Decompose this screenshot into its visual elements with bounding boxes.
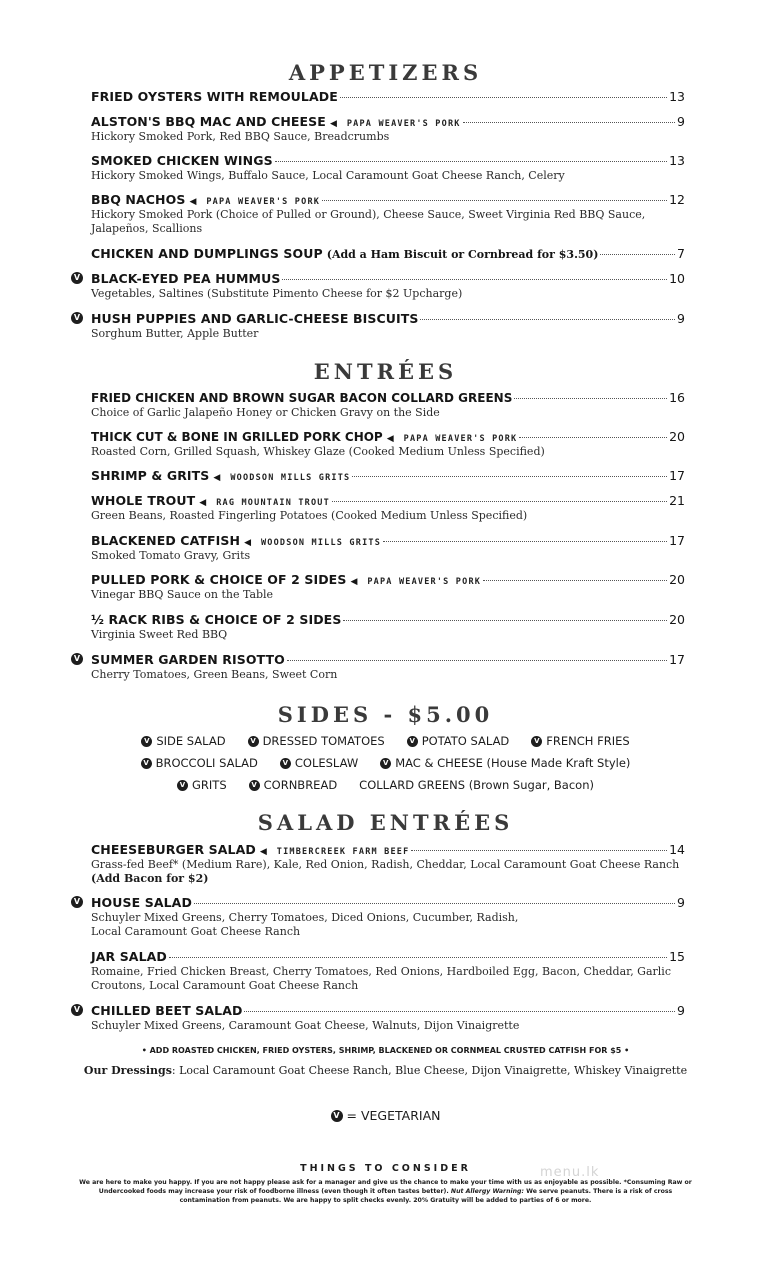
item-name: JAR SALAD xyxy=(91,949,167,964)
legend-text: = VEGETARIAN xyxy=(346,1108,441,1123)
item-source: PAPA WEAVER'S PORK xyxy=(367,577,482,587)
leader-dots xyxy=(244,1011,675,1012)
vegetarian-icon: V xyxy=(380,758,391,769)
item-description: Vegetables, Saltines (Substitute Pimento Cheese for $2 Upcharge) xyxy=(91,287,463,300)
vegetarian-icon: V xyxy=(407,736,418,747)
policy-text: We are here to make you happy. If you are not happy please ask for a manager and give us the chance to make your time with us as enjoyable as possible. *Consuming Raw or Undercooked foods may increase your risk of foodborne illness (even though it often tastes better). xyxy=(79,1179,692,1195)
item-price: 15 xyxy=(669,949,685,964)
leader-dots xyxy=(343,620,667,621)
side-label: COLLARD GREENS (Brown Sugar, Bacon) xyxy=(359,778,594,792)
vegetarian-icon: V xyxy=(71,272,83,284)
leader-dots xyxy=(332,501,667,502)
side-item xyxy=(141,756,258,770)
item-price: 10 xyxy=(669,271,685,286)
leader-dots xyxy=(514,398,667,399)
item-source: WOODSON MILLS GRITS xyxy=(230,473,351,483)
item-name: CHEESEBURGER SALAD xyxy=(91,842,256,857)
item-name: WHOLE TROUT xyxy=(91,493,196,508)
arrow-icon: ◀ xyxy=(259,847,267,857)
menu-item xyxy=(91,949,685,993)
dressings-label: Our Dressings xyxy=(83,1064,172,1077)
item-price: 17 xyxy=(669,652,685,667)
leader-dots xyxy=(600,254,675,255)
leader-dots xyxy=(287,660,667,661)
side-item xyxy=(141,734,225,748)
sides-title: SIDES - $5.00 xyxy=(277,702,494,727)
side-item xyxy=(177,778,227,792)
item-description: Choice of Garlic Jalapeño Honey or Chicken Gravy on the Side xyxy=(91,406,440,419)
vegetarian-icon: V xyxy=(249,780,260,791)
arrow-icon: ◀ xyxy=(189,197,197,207)
item-price: 17 xyxy=(669,533,685,548)
leader-dots xyxy=(519,437,667,438)
leader-dots xyxy=(282,279,667,280)
side-label: MAC & CHEESE (House Made Kraft Style) xyxy=(395,756,631,770)
side-item xyxy=(531,734,629,748)
item-source: TIMBERCREEK FARM BEEF xyxy=(276,847,410,857)
item-name: BLACKENED CATFISH xyxy=(91,533,241,548)
vegetarian-icon: V xyxy=(71,896,83,908)
watermark: menu.lk xyxy=(540,1165,600,1180)
menu-item xyxy=(73,311,685,341)
item-source: PAPA WEAVER'S PORK xyxy=(206,197,321,207)
item-price: 9 xyxy=(677,114,685,129)
menu-item xyxy=(91,429,685,459)
arrow-icon: ◀ xyxy=(213,473,221,483)
leader-dots xyxy=(463,122,675,123)
item-name: BBQ NACHOS xyxy=(91,192,186,207)
item-name: SUMMER GARDEN RISOTTO xyxy=(91,652,285,667)
leader-dots xyxy=(194,903,675,904)
item-description: Sorghum Butter, Apple Butter xyxy=(91,327,259,340)
item-description: Grass-fed Beef* (Medium Rare), Kale, Red Onion, Radish, Cheddar, Local Caramount Goat Cheese Ranch xyxy=(91,858,680,871)
side-item xyxy=(280,756,358,770)
item-price: 7 xyxy=(677,246,685,261)
sides-row xyxy=(0,778,771,792)
item-addon-note: (Add Bacon for $2) xyxy=(91,872,209,885)
side-item xyxy=(380,756,630,770)
menu-item xyxy=(91,572,685,602)
leader-dots xyxy=(420,319,675,320)
item-price: 17 xyxy=(669,468,685,483)
item-description: Hickory Smoked Wings, Buffalo Sauce, Local Caramount Goat Cheese Ranch, Celery xyxy=(91,169,565,182)
item-source: RAG MOUNTAIN TROUT xyxy=(216,498,330,508)
policy-text: We serve peanuts. There is a risk of cross contamination from peanuts. We are happy to split checks evenly. 20% Gratuity will be added to parties of 6 or more. xyxy=(179,1188,673,1204)
side-label: CORNBREAD xyxy=(263,778,338,792)
item-description: Smoked Tomato Gravy, Grits xyxy=(91,549,251,562)
menu-item xyxy=(91,390,685,420)
item-description: Schuyler Mixed Greens, Cherry Tomatoes, Diced Onions, Cucumber, Radish, xyxy=(91,911,519,924)
leader-dots xyxy=(483,580,667,581)
leader-dots xyxy=(322,200,667,201)
protein-addons-note: • ADD ROASTED CHICKEN, FRIED OYSTERS, SHRIMP, BLACKENED OR CORNMEAL CRUSTED CATFISH FOR $5 • xyxy=(141,1046,630,1055)
item-name: FRIED OYSTERS WITH REMOULADE xyxy=(91,89,338,104)
menu-item xyxy=(73,652,685,682)
sides-row xyxy=(0,734,771,748)
item-price: 21 xyxy=(669,493,685,508)
menu-item xyxy=(91,842,685,886)
arrow-icon: ◀ xyxy=(386,434,394,444)
dressings-line xyxy=(0,1064,771,1077)
things-to-consider-title: THINGS TO CONSIDER xyxy=(300,1163,471,1174)
item-price: 9 xyxy=(677,895,685,910)
item-name: HUSH PUPPIES AND GARLIC-CHEESE BISCUITS xyxy=(91,311,419,326)
sides-row xyxy=(0,756,771,770)
item-description: Roasted Corn, Grilled Squash, Whiskey Glaze (Cooked Medium Unless Specified) xyxy=(91,445,545,458)
vegetarian-icon: V xyxy=(280,758,291,769)
item-description: Cherry Tomatoes, Green Beans, Sweet Corn xyxy=(91,668,338,681)
dressings-list: : Local Caramount Goat Cheese Ranch, Blue Cheese, Dijon Vinaigrette, Whiskey Vinaigrette xyxy=(171,1064,688,1077)
arrow-icon: ◀ xyxy=(244,538,251,548)
leader-dots xyxy=(383,541,667,542)
item-name: SHRIMP & GRITS xyxy=(91,468,210,483)
leader-dots xyxy=(169,957,667,958)
item-description: Croutons, Local Caramount Goat Cheese Ranch xyxy=(91,979,359,992)
item-description: Romaine, Fried Chicken Breast, Cherry Tomatoes, Red Onions, Hardboiled Egg, Bacon, Cheddar, Garlic xyxy=(91,965,671,978)
vegetarian-icon: V xyxy=(331,1110,343,1122)
vegetarian-icon: V xyxy=(71,653,83,665)
menu-item xyxy=(91,493,685,523)
menu-item xyxy=(73,895,685,939)
menu-item xyxy=(73,1003,685,1033)
arrow-icon: ◀ xyxy=(199,498,207,508)
item-price: 20 xyxy=(669,429,685,444)
side-item xyxy=(359,778,594,792)
item-description: Hickory Smoked Pork (Choice of Pulled or Ground), Cheese Sauce, Sweet Virginia Red BBQ Sauce, xyxy=(91,208,646,221)
menu-item xyxy=(91,468,685,484)
side-label: DRESSED TOMATOES xyxy=(262,734,385,748)
item-price: 16 xyxy=(669,390,685,405)
item-name: PULLED PORK & CHOICE OF 2 SIDES xyxy=(91,572,347,587)
arrow-icon: ◀ xyxy=(350,577,358,587)
vegetarian-icon: V xyxy=(531,736,542,747)
item-description: Local Caramount Goat Cheese Ranch xyxy=(91,925,301,938)
arrow-icon: ◀ xyxy=(329,119,337,129)
item-price: 20 xyxy=(669,612,685,627)
item-source: PAPA WEAVER'S PORK xyxy=(346,119,461,129)
item-price: 13 xyxy=(669,89,685,104)
item-description: Vinegar BBQ Sauce on the Table xyxy=(91,588,274,601)
item-name: FRIED CHICKEN AND BROWN SUGAR BACON COLLARD GREENS xyxy=(91,391,513,405)
appetizers-title: APPETIZERS xyxy=(288,60,483,85)
side-label: SIDE SALAD xyxy=(156,734,226,748)
side-item xyxy=(407,734,510,748)
vegetarian-icon: V xyxy=(177,780,188,791)
menu-item xyxy=(91,153,685,183)
vegetarian-icon: V xyxy=(71,312,83,324)
item-name: SMOKED CHICKEN WINGS xyxy=(91,153,273,168)
leader-dots xyxy=(275,161,667,162)
leader-dots xyxy=(411,850,667,851)
item-note: (Add a Ham Biscuit or Cornbread for $3.50) xyxy=(326,248,599,261)
item-name: BLACK-EYED PEA HUMMUS xyxy=(91,271,281,286)
side-item xyxy=(249,778,338,792)
salad-entrees-title: SALAD ENTRÉES xyxy=(257,810,514,835)
side-label: FRENCH FRIES xyxy=(546,734,630,748)
side-label: POTATO SALAD xyxy=(421,734,510,748)
things-to-consider-text xyxy=(78,1178,693,1205)
menu-item xyxy=(91,246,685,262)
item-price: 9 xyxy=(677,1003,685,1018)
side-item xyxy=(248,734,385,748)
item-price: 13 xyxy=(669,153,685,168)
item-name: CHICKEN AND DUMPLINGS SOUP xyxy=(91,246,323,261)
menu-item xyxy=(91,612,685,642)
vegetarian-icon: V xyxy=(141,736,152,747)
allergy-label: Nut Allergy Warning: xyxy=(450,1188,524,1195)
menu-item xyxy=(73,271,685,301)
side-label: GRITS xyxy=(192,778,227,792)
item-name: THICK CUT & BONE IN GRILLED PORK CHOP xyxy=(91,430,383,444)
item-price: 12 xyxy=(669,192,685,207)
item-description: Virginia Sweet Red BBQ xyxy=(91,628,228,641)
item-source: WOODSON MILLS GRITS xyxy=(260,538,382,548)
item-description: Jalapeños, Scallions xyxy=(91,222,203,235)
item-source: PAPA WEAVER'S PORK xyxy=(403,434,518,444)
menu-item xyxy=(91,192,685,236)
menu-item xyxy=(91,89,685,105)
side-label: COLESLAW xyxy=(294,756,359,770)
vegetarian-icon: V xyxy=(71,1004,83,1016)
vegetarian-icon: V xyxy=(248,736,259,747)
item-price: 20 xyxy=(669,572,685,587)
menu-item xyxy=(91,533,685,563)
menu-item xyxy=(91,114,685,144)
item-price: 9 xyxy=(677,311,685,326)
leader-dots xyxy=(340,97,667,98)
vegetarian-icon: V xyxy=(141,758,152,769)
item-description: Schuyler Mixed Greens, Caramount Goat Cheese, Walnuts, Dijon Vinaigrette xyxy=(91,1019,520,1032)
item-name: CHILLED BEET SALAD xyxy=(91,1003,243,1018)
item-name: ALSTON'S BBQ MAC AND CHEESE xyxy=(91,114,326,129)
item-name: HOUSE SALAD xyxy=(91,895,192,910)
item-name: ½ RACK RIBS & CHOICE OF 2 SIDES xyxy=(91,612,342,627)
item-description: Green Beans, Roasted Fingerling Potatoes (Cooked Medium Unless Specified) xyxy=(91,509,528,522)
vegetarian-legend xyxy=(0,1108,771,1123)
item-price: 14 xyxy=(669,842,685,857)
leader-dots xyxy=(352,476,667,477)
entrees-title: ENTRÉES xyxy=(313,359,458,384)
item-description: Hickory Smoked Pork, Red BBQ Sauce, Breadcrumbs xyxy=(91,130,390,143)
side-label: BROCCOLI SALAD xyxy=(155,756,258,770)
